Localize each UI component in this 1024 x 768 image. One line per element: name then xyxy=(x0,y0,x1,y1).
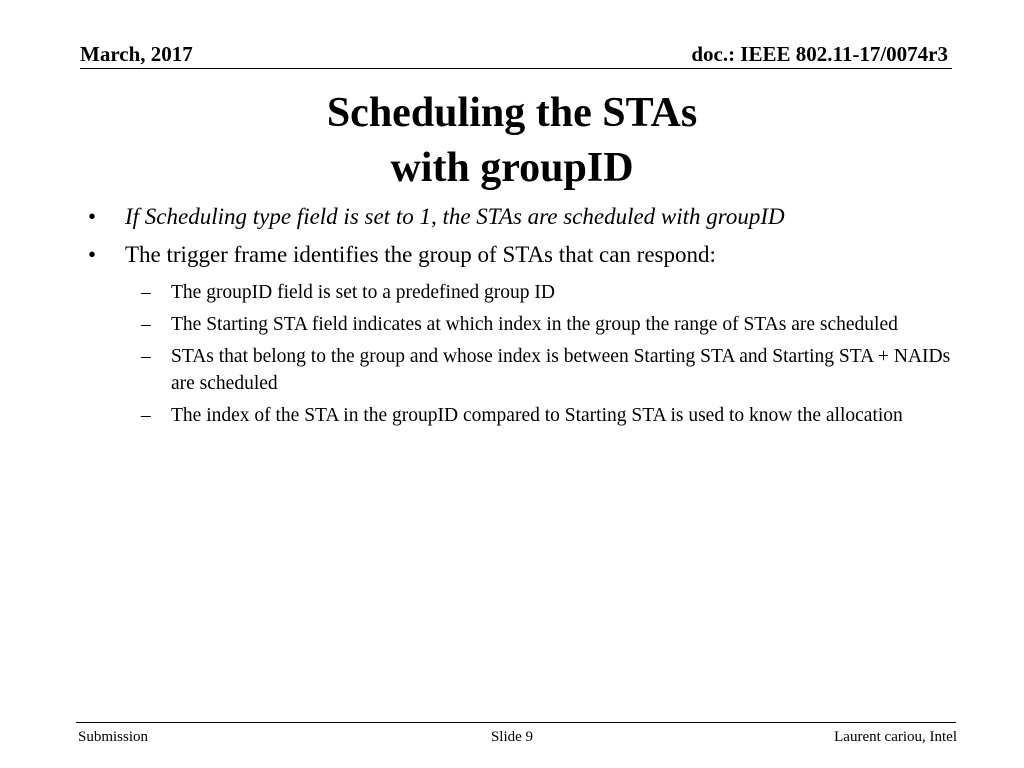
sub-bullet-marker: – xyxy=(141,282,151,303)
sub-bullet-item xyxy=(0,311,961,338)
sub-bullet-marker: – xyxy=(141,346,151,367)
sub-bullet-text: The index of the STA in the groupID compared to Starting STA is used to know the allocation xyxy=(171,405,903,426)
bullet-marker: • xyxy=(88,242,97,267)
sub-bullet-item xyxy=(0,402,961,429)
bullet-list xyxy=(0,203,1024,434)
slide-header-date: March, 2017 xyxy=(80,42,193,66)
sub-bullet-marker: – xyxy=(141,314,151,335)
footer-divider xyxy=(76,722,956,723)
sub-bullet-item xyxy=(0,279,961,306)
footer-submission: Submission xyxy=(78,729,149,745)
slide-title-line-2: with groupID xyxy=(390,145,634,191)
bullet-item xyxy=(0,203,1024,231)
sub-bullet-item xyxy=(0,343,961,397)
slide-header-doc-id: doc.: IEEE 802.11-17/0074r3 xyxy=(691,42,948,66)
sub-bullet-marker: – xyxy=(141,405,151,426)
footer-author: Laurent cariou, Intel xyxy=(834,729,957,745)
bullet-text: If Scheduling type field is set to 1, the STAs are scheduled with groupID xyxy=(125,204,785,229)
slide-title-line-1: Scheduling the STAs xyxy=(326,90,698,136)
bullet-item xyxy=(0,241,1024,269)
bullet-marker: • xyxy=(88,204,97,229)
footer-slide-number: Slide 9 xyxy=(490,729,534,745)
sub-bullet-text: STAs that belong to the group and whose index is between Starting STA and Starting STA + NAIDs are scheduled xyxy=(171,346,951,394)
sub-bullet-text: The Starting STA field indicates at which index in the group the range of STAs are scheduled xyxy=(171,314,898,335)
sub-bullet-text: The groupID field is set to a predefined group ID xyxy=(171,282,555,303)
header-divider xyxy=(80,68,952,69)
bullet-text: The trigger frame identifies the group of STAs that can respond: xyxy=(125,242,716,267)
slide-title xyxy=(0,86,1024,196)
